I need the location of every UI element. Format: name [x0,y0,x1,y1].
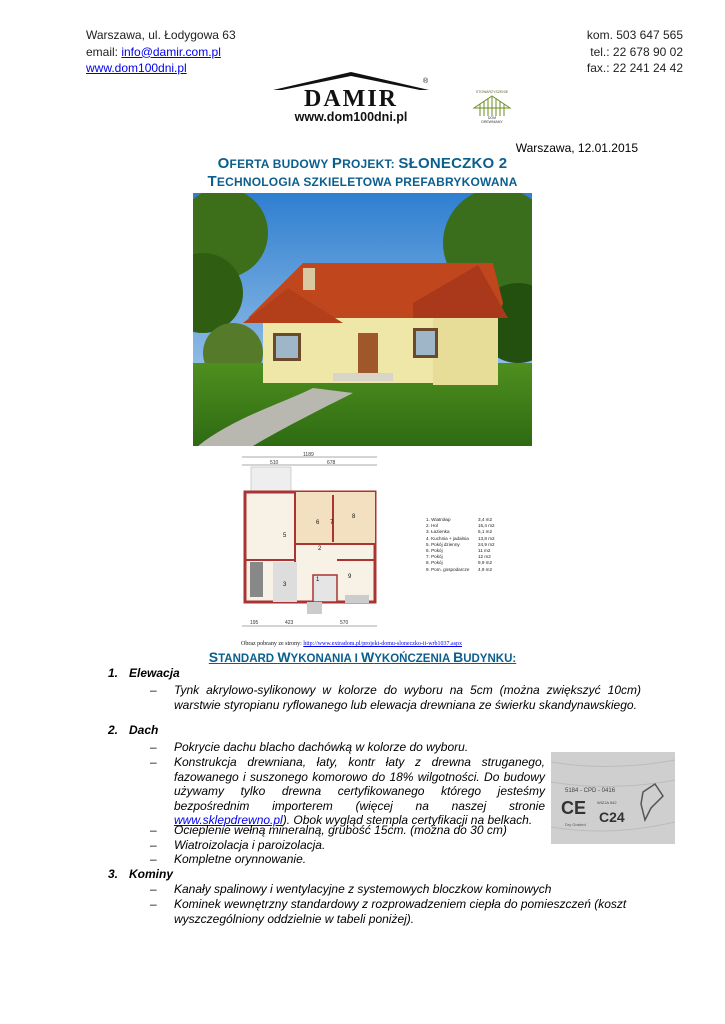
list-item: – Konstrukcja drewniana, łaty, kontr łaty z drewna struganego, fazowanego i suszonego komorowo do 18% wilgotności. Do budowy używamy tylko drewna certyfikowanego którego jesteśmy bezpośrednim importerem (więcej na naszej stronie www.sklepdrewno.pl). Obok wygląd stempla certyfikacji na belkach. [150,755,545,827]
legend-row: 4. Kuchnia + jadalnia 13,8 m2 [426,535,495,541]
source-link[interactable]: http://www.extradom.pl/projekt-domu-sloneczko-ii-wrb1037.aspx [303,641,463,647]
offer-title-line1: OFERTA BUDOWY PROJEKT: SŁONECZKO 2 [217,155,508,172]
list-item: – Kanały spalinowy i wentylacyjne z systemowych bloczkow kominowych [150,882,552,896]
svg-text:WIZJA 542: WIZJA 542 [597,800,617,805]
legend-row: 8. Pokój 9,9 m2 [426,560,493,566]
website-link[interactable]: www.dom100dni.pl [86,61,187,75]
company-contact-left [86,27,236,77]
document-date: Warszawa, 12.01.2015 [515,141,638,155]
house-rendering-photo [193,193,532,446]
room-legend [426,517,526,573]
svg-text:DOM: DOM [487,116,497,120]
company-contact-right [587,27,683,77]
section-heading-elewacja: 1. Elewacja [108,666,180,680]
registered-mark: ® [423,78,429,85]
legend-row: 2. Hol 15,4 m2 [426,523,495,529]
mobile-number: kom. 503 647 565 [586,28,683,42]
svg-text:8: 8 [352,514,356,520]
list-item: – Kominek wewnętrzny standardowy z rozprowadzeniem ciepła do pomieszczeń (koszt wyszczególniony oddzielnie w tabeli poniżej). [150,897,627,926]
list-item: – Tynk akrylowo-sylikonowy w kolorze do wyboru na 5cm (można zwiększyć 10cm) warstwie styropianu ryflowanego lub elewacja drewniana ze świerku skandynawskiego. [150,683,641,712]
svg-text:678: 678 [327,460,336,466]
list-item: – Ocieplenie wełną mineralną, grubość 15cm. (można do 30 cm) [150,823,507,837]
svg-text:DREWNIANY: DREWNIANY [481,120,503,124]
svg-text:1: 1 [316,577,320,583]
legend-row: 9. Pom. gospodarcze 4,9 m2 [426,566,493,572]
legend-row: 1. Wiatrołap 3,4 m2 [426,517,493,522]
logo-url: www.dom100dni.pl [294,110,408,124]
email-link[interactable]: info@damir.com.pl [121,44,221,59]
association-logo [468,88,516,124]
svg-text:5184 - CPD - 0416: 5184 - CPD - 0416 [565,788,616,794]
email-line: email: info@damir.com.pl [86,44,221,59]
image-source-caption: Obraz pobrany ze strony: http://www.extradom.pl/projekt-domu-sloneczko-ii-wrb1037.aspx [241,641,463,647]
legend-row: 5. Pokój dzienny 24,9 m2 [426,541,495,547]
svg-text:5: 5 [283,533,287,539]
svg-text:Dry Graded: Dry Graded [565,822,586,827]
section-heading-kominy: 3. Kominy [108,867,174,881]
legend-row: 3. Łazienka 5,1 m2 [426,529,493,535]
logo-name: DAMIR [304,86,398,112]
list-item: – Pokrycie dachu blacho dachówką w kolorze do wyboru. [150,740,469,754]
shop-link[interactable]: www.sklepdrewno.pl [174,813,283,827]
svg-text:195: 195 [250,620,259,626]
standard-section-title: STANDARD WYKONANIA I WYKOŃCZENIA BUDYNKU: [208,649,517,665]
svg-text:570: 570 [340,620,349,626]
fax-number: fax.: 22 241 24 42 [586,61,683,75]
svg-text:CE: CE [561,798,587,818]
phone-number: tel.: 22 678 90 02 [590,44,683,59]
damir-logo [268,70,434,126]
list-item: – Kompletne orynnowanie. [150,852,307,866]
list-item: – Wiatroizolacja i paroizolacja. [150,838,326,852]
svg-text:3: 3 [283,582,287,588]
offer-title-line2: TECHNOLOGIA SZKIELETOWA PREFABRYKOWANA [207,173,518,190]
company-address: Warszawa, ul. Łodygowa 63 [86,28,236,42]
svg-text:7: 7 [330,520,334,526]
svg-text:1189: 1189 [303,452,314,458]
legend-row: 6. Pokój 11 m2 [426,548,491,554]
svg-text:STOWARZYSZENIE: STOWARZYSZENIE [475,90,509,94]
svg-text:423: 423 [285,620,294,626]
svg-text:2: 2 [318,546,322,552]
svg-text:9: 9 [348,574,352,580]
svg-text:C24: C24 [599,809,625,825]
section-heading-dach: 2. Dach [108,723,159,737]
certification-stamp-photo [551,752,675,844]
legend-row: 7. Pokój 12 m2 [426,554,491,560]
svg-text:6: 6 [316,520,320,526]
svg-text:510: 510 [270,460,279,466]
